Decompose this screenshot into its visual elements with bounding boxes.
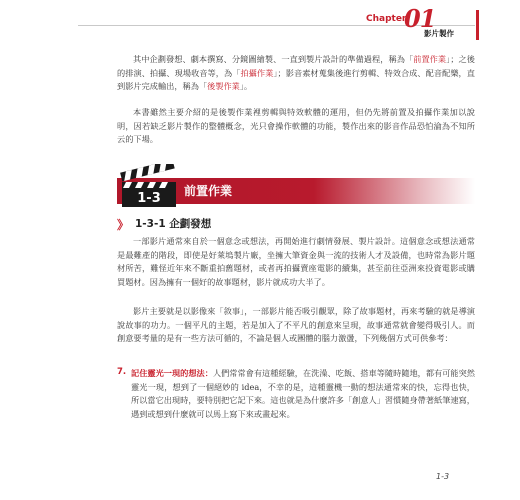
chevron-icon: 》 [117, 218, 130, 232]
body-paragraph-2: 影片主要就是以影像來「敘事」，一部影片能否吸引觀眾，除了故事題材，再來考驗的就是導演說故事的功力。一個平凡的主題，若是加入了不平凡的創意來呈現，故事通常就會變得吸引人。而創意要考量的是有一些方法可循的，不論是個人或團體的腦力激盪，下列幾個方式可供參考： [117, 306, 475, 343]
p1-text-a: 其中企劃發想、劇本撰寫、分鏡圖繪製、一直到製片設計的準備過程，稱為「 [133, 54, 414, 64]
item-body: 人們常常會有這種經驗，在洗澡、吃飯、搭車等隨時隨地，都有可能突然靈光一現，想到了一個絕妙的 idea，不幸的是，這種靈機一動的想法通常來的快，忘得也快，所以當它出現時，要特別把它記下來。這也就是為什麼許多「創意人」習慣隨身帶著紙筆速寫，遇到或想到什麼就可以馬上寫下來或畫起來。 [131, 368, 475, 419]
item-number: 7. [117, 367, 127, 377]
p1-highlight-postproduction: 後製作業 [207, 81, 240, 91]
item-lead: 記住靈光一現的想法： [131, 368, 213, 378]
intro-paragraph-2: 本書雖然主要介紹的是後製作業裡剪輯與特效軟體的運用，但仍先將前置及拍攝作業加以說明，因若缺乏影片製作的整體概念，光只會操作軟體的功能，製作出來的影音作品恐怕淪為不知所云的下場。 [117, 107, 475, 144]
chapter-number: 01 [404, 4, 436, 33]
item-paragraph [131, 367, 475, 421]
p1-text-d: 」。 [239, 81, 253, 91]
subsection-title: 1-3-1 企劃發想 [135, 218, 212, 230]
header-accent-bar [476, 10, 479, 40]
p1-text-b: 」；之後的排演、拍攝、現場收音等，為「 [117, 54, 475, 78]
p1-highlight-shooting: 拍攝作業 [240, 67, 274, 78]
intro-paragraph-1 [117, 53, 475, 94]
page-number: 1-3 [436, 472, 450, 481]
body-paragraph-1: 一部影片通常來自於一個意念或想法，再開始進行劇情發展、製片設計。這個意念或想法通常是最難產的階段，即使是好萊塢製片廠，坐擁大筆資金與一流的技術人才及設備，也時常為影片題材所苦，難怪近年來不斷重拍舊題材，或者再拍攝賣座電影的續集，甚至前往亞洲來投資電影或購買題材。因為擁有一個好的故事題材，影片就成功大半了。 [117, 236, 475, 287]
p1-text-c: 」；影音素材蒐集後進行剪輯、特效合成、配音配樂，直到影片完成輸出，稱為「 [117, 67, 475, 91]
section-number: 1-3 [137, 191, 161, 206]
p1-highlight-preproduction: 前置作業 [413, 54, 447, 64]
chapter-subtitle: 影片製作 [424, 29, 454, 38]
chapter-label: Chapter [366, 14, 407, 24]
clapperboard-icon [118, 164, 180, 208]
section-title: 前置作業 [184, 184, 233, 198]
